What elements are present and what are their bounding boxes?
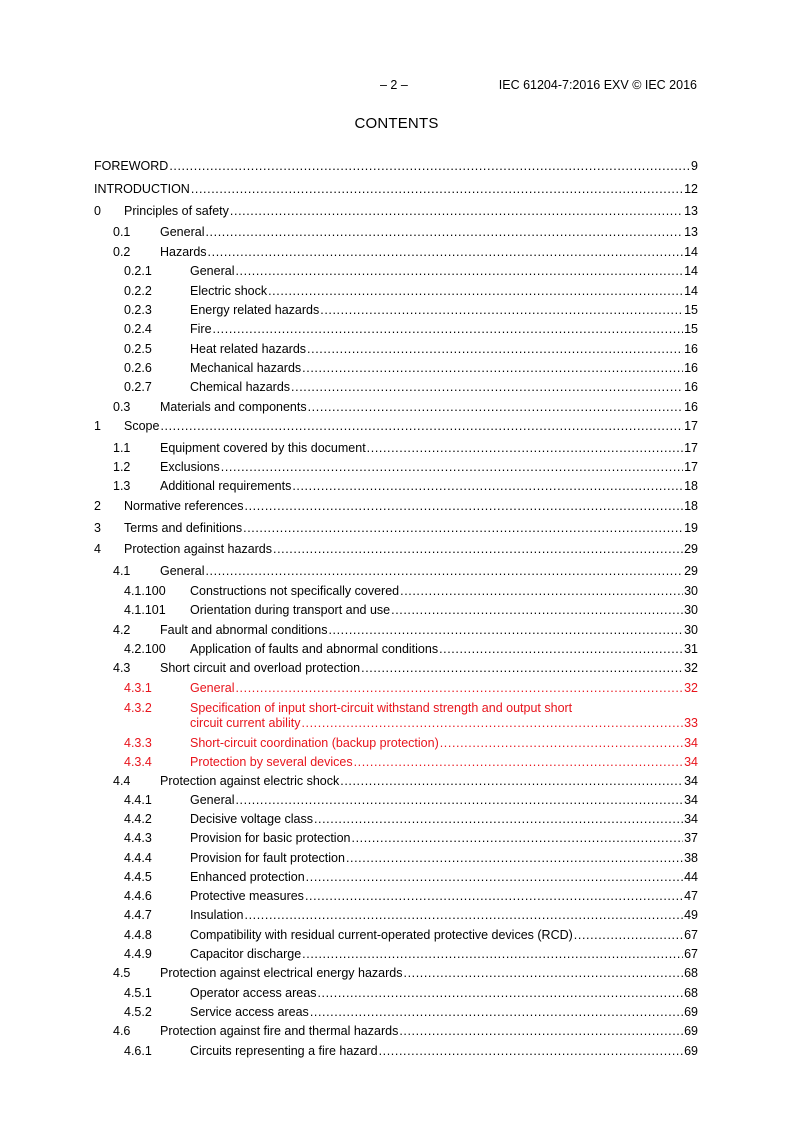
dot-leader (314, 811, 683, 827)
dot-leader (205, 563, 683, 579)
toc-entry-title: Provision for basic protection (190, 831, 351, 845)
toc-entry[interactable] (94, 985, 698, 1001)
toc-entry[interactable] (94, 478, 698, 494)
dot-leader (245, 498, 684, 514)
toc-entry-title: Compatibility with residual current-operated protective devices (RCD) (190, 928, 573, 942)
toc-entry-title: Scope (124, 419, 160, 433)
toc-entry-number: 1 (94, 419, 101, 433)
dot-leader (191, 181, 683, 197)
toc-entry-page: 17 (684, 460, 698, 474)
toc-entry[interactable] (94, 792, 698, 808)
dot-leader (292, 478, 683, 494)
toc-entry-number: 4.1.101 (124, 603, 166, 617)
toc-entry-title: Short circuit and overload protection (160, 661, 361, 675)
toc-entry-number: 4.2 (113, 623, 131, 637)
toc-entry[interactable] (94, 622, 698, 638)
toc-entry-number: 0 (94, 204, 101, 218)
toc-entry-page: 12 (684, 182, 698, 196)
toc-entry-title: Application of faults and abnormal conditions (190, 642, 439, 656)
dot-leader (307, 341, 683, 357)
toc-entry[interactable] (94, 680, 698, 696)
toc-entry-number: 4.3 (113, 661, 131, 675)
dot-leader (367, 440, 683, 456)
toc-entry-number: 4.4.6 (124, 889, 152, 903)
toc-entry[interactable] (94, 1004, 698, 1020)
toc-entry[interactable] (94, 946, 698, 962)
toc-entry-title: Enhanced protection (190, 870, 305, 884)
toc-entry[interactable] (94, 1043, 698, 1059)
dot-leader (160, 418, 683, 434)
toc-entry-title: Heat related hazards (190, 342, 307, 356)
toc-entry[interactable] (94, 302, 698, 318)
toc-entry-title: General (160, 564, 205, 578)
toc-entry-page: 15 (684, 322, 698, 336)
page-title: CONTENTS (354, 115, 439, 132)
toc-entry[interactable] (94, 583, 698, 599)
toc-entry[interactable] (94, 869, 698, 885)
toc-entry-title: Protection against fire and thermal hazards (160, 1024, 399, 1038)
toc-entry-page: 38 (684, 851, 698, 865)
dot-leader (243, 520, 683, 536)
toc-entry-page: 69 (684, 1044, 698, 1058)
dot-leader (245, 907, 684, 923)
toc-entry-number: 4.1 (113, 564, 131, 578)
dot-leader (302, 360, 683, 376)
dot-leader (346, 850, 683, 866)
toc-entry[interactable] (94, 715, 698, 731)
toc-entry-number: 0.2.1 (124, 264, 152, 278)
toc-entry-title: Principles of safety (124, 204, 229, 218)
toc-entry-title: Additional requirements (160, 479, 292, 493)
toc-entry-number: 4.4 (113, 774, 131, 788)
toc-entry-page: 15 (684, 303, 698, 317)
dot-leader (235, 792, 683, 808)
toc-entry-page: 31 (684, 642, 698, 656)
toc-entry-number: 4.4.8 (124, 928, 152, 942)
toc-entry-page: 44 (684, 870, 698, 884)
toc-entry-page: 13 (684, 225, 698, 239)
toc-entry-page: 68 (684, 966, 698, 980)
toc-entry-page: 69 (684, 1024, 698, 1038)
dot-leader (302, 946, 683, 962)
toc-entry-number: 0.2.2 (124, 284, 152, 298)
toc-entry-page: 16 (684, 361, 698, 375)
dot-leader (310, 1004, 683, 1020)
toc-entry[interactable] (94, 321, 698, 337)
toc-entry-number: 0.2.3 (124, 303, 152, 317)
dot-leader (305, 888, 683, 904)
toc-entry[interactable] (94, 773, 698, 789)
dot-leader (208, 244, 684, 260)
toc-entry-page: 47 (684, 889, 698, 903)
toc-entry-title: Capacitor discharge (190, 947, 302, 961)
toc-entry-number: 4.4.1 (124, 793, 152, 807)
toc-entry-title: Fire (190, 322, 212, 336)
toc-entry-title: Decisive voltage class (190, 812, 313, 826)
dot-leader (306, 869, 683, 885)
dot-leader (268, 283, 683, 299)
toc-entry-page: 14 (684, 264, 698, 278)
toc-entry-number: 0.2 (113, 245, 131, 259)
toc-entry[interactable] (94, 602, 698, 618)
dot-leader (291, 379, 683, 395)
toc-entry-number: 2 (94, 499, 101, 513)
toc-entry-title: Specification of input short-circuit withstand strength and output short (190, 701, 573, 715)
toc-entry-title: Protection against electric shock (160, 774, 340, 788)
toc-entry-page: 68 (684, 986, 698, 1000)
toc-entry-number: 4.3.3 (124, 736, 152, 750)
toc-entry-title: Provision for fault protection (190, 851, 345, 865)
toc-entry[interactable] (94, 754, 698, 770)
toc-entry-page: 13 (684, 204, 698, 218)
toc-entry-number: 0.2.6 (124, 361, 152, 375)
toc-entry-line (94, 700, 698, 716)
toc-entry-number: 1.2 (113, 460, 131, 474)
dot-leader (205, 224, 683, 240)
toc-entry-number: 0.1 (113, 225, 131, 239)
toc-entry-page: 18 (684, 479, 698, 493)
toc-entry-page: 29 (684, 564, 698, 578)
dot-leader (320, 302, 683, 318)
toc-entry[interactable] (94, 263, 698, 279)
toc-entry-page: 34 (684, 793, 698, 807)
toc-entry-number: 4.1.100 (124, 584, 166, 598)
dot-leader (354, 754, 684, 770)
toc-entry-number: 0.3 (113, 400, 131, 414)
toc-entry-title: Orientation during transport and use (190, 603, 391, 617)
toc-entry[interactable] (94, 965, 698, 981)
toc-entry-number: 1.3 (113, 479, 131, 493)
toc-entry[interactable] (94, 888, 698, 904)
dot-leader (169, 158, 690, 174)
toc-entry[interactable] (94, 440, 698, 456)
toc-entry-page: 17 (684, 441, 698, 455)
toc-entry-number: 4.4.7 (124, 908, 152, 922)
toc-entry-title: circuit current ability (190, 716, 301, 730)
toc-entry-number: 4.4.3 (124, 831, 152, 845)
toc-entry-title: INTRODUCTION (94, 182, 190, 196)
header-page-number: – 2 – (380, 78, 408, 92)
toc-entry[interactable] (94, 181, 698, 197)
toc-entry[interactable] (94, 541, 698, 557)
toc-entry-title: Normative references (124, 499, 244, 513)
toc-entry-title: General (160, 225, 205, 239)
dot-leader (235, 263, 683, 279)
toc-entry-number: 4.5 (113, 966, 131, 980)
toc-entry[interactable] (94, 459, 698, 475)
toc-entry-number: 4.4.2 (124, 812, 152, 826)
dot-leader (213, 321, 684, 337)
toc-entry-page: 14 (684, 284, 698, 298)
dot-leader (301, 715, 683, 731)
toc-entry-number: 4.2.100 (124, 642, 166, 656)
toc-entry-title: Equipment covered by this document (160, 441, 366, 455)
toc-entry-number: 0.2.7 (124, 380, 152, 394)
toc-entry[interactable] (94, 341, 698, 357)
toc-entry-title: Insulation (190, 908, 244, 922)
toc-entry[interactable] (94, 927, 698, 943)
toc-entry-page: 14 (684, 245, 698, 259)
toc-entry-title: Terms and definitions (124, 521, 243, 535)
toc-entry-title: Protection against electrical energy hazards (160, 966, 403, 980)
toc-entry-page: 49 (684, 908, 698, 922)
toc-entry[interactable] (94, 735, 698, 751)
toc-entry-number: 4.4.4 (124, 851, 152, 865)
toc-entry-page: 34 (684, 736, 698, 750)
toc-entry-number: 1.1 (113, 441, 131, 455)
toc-entry-page: 32 (684, 681, 698, 695)
toc-entry-page: 17 (684, 419, 698, 433)
toc-entry-page: 16 (684, 380, 698, 394)
dot-leader (391, 602, 683, 618)
dot-leader (361, 660, 683, 676)
toc-entry-title: FOREWORD (94, 159, 169, 173)
toc-entry[interactable] (94, 224, 698, 240)
toc-entry[interactable] (94, 907, 698, 923)
toc-entry-page: 32 (684, 661, 698, 675)
toc-entry-number: 4.3.1 (124, 681, 152, 695)
toc-entry-number: 0.2.4 (124, 322, 152, 336)
toc-entry[interactable] (94, 360, 698, 376)
toc-entry[interactable] (94, 641, 698, 657)
dot-leader (221, 459, 683, 475)
dot-leader (404, 965, 684, 981)
toc-entry-title: Exclusions (160, 460, 220, 474)
toc-entry-number: 0.2.5 (124, 342, 152, 356)
toc-entry-title: General (190, 264, 235, 278)
dot-leader (317, 985, 683, 1001)
dot-leader (400, 583, 683, 599)
toc-entry-title: Circuits representing a fire hazard (190, 1044, 378, 1058)
toc-entry-number: 4.4.5 (124, 870, 152, 884)
dot-leader (230, 203, 683, 219)
toc-entry-number: 4 (94, 542, 101, 556)
toc-entry[interactable] (94, 203, 698, 219)
toc-entry-page: 67 (684, 928, 698, 942)
dot-leader (308, 399, 683, 415)
dot-leader (379, 1043, 684, 1059)
toc-entry-title: Materials and components (160, 400, 307, 414)
toc-entry[interactable] (94, 520, 698, 536)
toc-entry-title: Protection against hazards (124, 542, 273, 556)
toc-entry-page: 30 (684, 623, 698, 637)
dot-leader (399, 1023, 683, 1039)
toc-entry-page: 34 (684, 755, 698, 769)
toc-entry[interactable] (94, 563, 698, 579)
toc-entry-page: 29 (684, 542, 698, 556)
toc-entry-title: Service access areas (190, 1005, 309, 1019)
toc-entry-number: 4.3.2 (124, 701, 152, 715)
toc-entry-page: 34 (684, 812, 698, 826)
dot-leader (440, 735, 683, 751)
toc-entry-page: 67 (684, 947, 698, 961)
toc-entry-page: 19 (684, 521, 698, 535)
toc-entry-number: 4.5.1 (124, 986, 152, 1000)
dot-leader (235, 680, 683, 696)
dot-leader (352, 830, 684, 846)
dot-leader (340, 773, 683, 789)
toc-entry-number: 4.3.4 (124, 755, 152, 769)
toc-entry-number: 3 (94, 521, 101, 535)
toc-entry-title: Fault and abnormal conditions (160, 623, 328, 637)
toc-entry-page: 16 (684, 342, 698, 356)
toc-entry-page: 33 (684, 716, 698, 730)
toc-entry-number: 4.5.2 (124, 1005, 152, 1019)
toc-entry-title: Energy related hazards (190, 303, 320, 317)
toc-entry-page: 9 (691, 159, 698, 173)
toc-entry-title: Mechanical hazards (190, 361, 302, 375)
toc-entry-title: Operator access areas (190, 986, 317, 1000)
dot-leader (439, 641, 683, 657)
toc-entry[interactable] (94, 244, 698, 260)
toc-entry-number: 4.6 (113, 1024, 131, 1038)
dot-leader (574, 927, 683, 943)
toc-entry-page: 18 (684, 499, 698, 513)
toc-entry-title: Constructions not specifically covered (190, 584, 400, 598)
toc-entry-title: Protection by several devices (190, 755, 353, 769)
toc-entry-title: Protective measures (190, 889, 304, 903)
toc-entry-number: 4.6.1 (124, 1044, 152, 1058)
toc-entry-page: 16 (684, 400, 698, 414)
toc-entry[interactable] (94, 1023, 698, 1039)
toc-entry[interactable] (94, 379, 698, 395)
toc-entry[interactable] (94, 418, 698, 434)
toc-entry[interactable] (94, 811, 698, 827)
toc-entry-title: Electric shock (190, 284, 268, 298)
toc-entry[interactable] (94, 498, 698, 514)
toc-entry-page: 34 (684, 774, 698, 788)
dot-leader (328, 622, 683, 638)
toc-entry-number: 4.4.9 (124, 947, 152, 961)
toc-entry[interactable] (94, 660, 698, 676)
toc-entry-page: 37 (684, 831, 698, 845)
toc-entry-page: 69 (684, 1005, 698, 1019)
toc-entry[interactable] (94, 399, 698, 415)
header-standard-id: IEC 61204-7:2016 EXV © IEC 2016 (498, 78, 697, 92)
toc-entry-page: 30 (684, 603, 698, 617)
toc-entry-page: 30 (684, 584, 698, 598)
toc-entry[interactable] (94, 850, 698, 866)
toc-entry-title: Chemical hazards (190, 380, 291, 394)
toc-entry-title: General (190, 793, 235, 807)
toc-entry-title: Hazards (160, 245, 207, 259)
toc-entry[interactable] (94, 830, 698, 846)
toc-entry-title: General (190, 681, 235, 695)
toc-entry-title: Short-circuit coordination (backup protection) (190, 736, 439, 750)
toc-entry[interactable] (94, 158, 698, 174)
toc-entry[interactable] (94, 283, 698, 299)
dot-leader (273, 541, 683, 557)
